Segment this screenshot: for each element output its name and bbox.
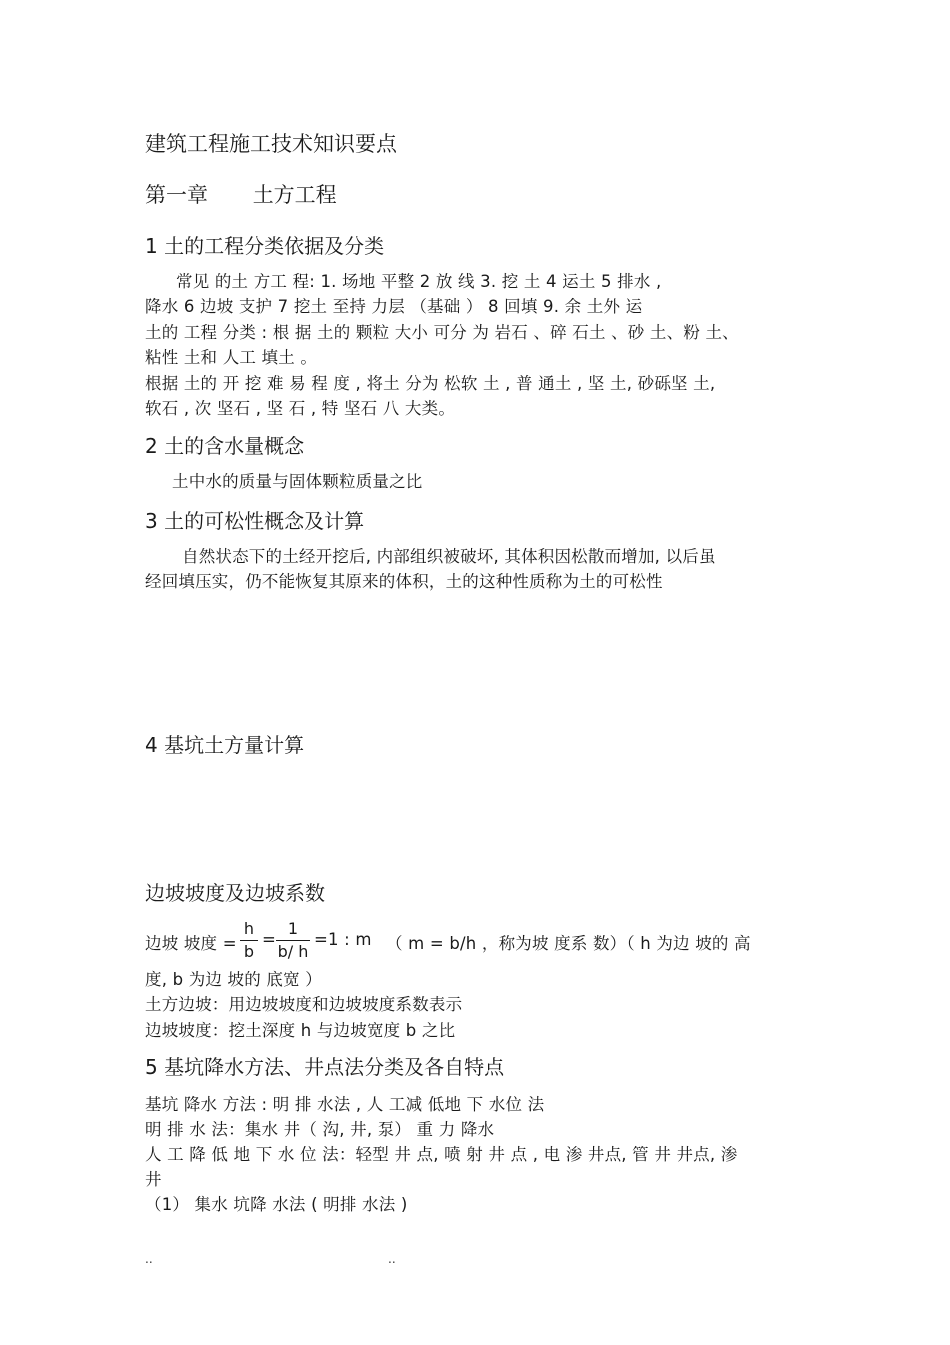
section-1-line-6: 软石 , 次 坚石 , 坚 石 , 特 坚石 八 大类。 [145,399,456,418]
doc-title: 建筑工程施工技术知识要点 [145,132,397,156]
fraction-numerator: h [243,919,255,938]
section-2-title: 2 土的含水量概念 [145,434,305,458]
slope-formula-result: =1 : m [314,930,372,949]
slope-line-3: 土方边坡：用边坡坡度和边坡坡度系数表示 [145,995,463,1014]
section-1-line-4: 粘性 土和 人工 填土 。 [145,348,318,367]
section-5-line-4: 井 [145,1170,162,1189]
section-5-line-3: 人 工 降 低 地 下 水 位 法：轻型 井 点, 喷 射 井 点 , 电 渗 井点, 管 井 井点, 渗 [145,1145,738,1164]
footer-dots-right: .. [388,1252,396,1266]
fraction-denominator: b/ h [277,942,309,961]
section-5-title: 5 基坑降水方法、井点法分类及各自特点 [145,1055,505,1079]
section-3-line-1: 自然状态下的土经开挖后, 内部组织被破坏, 其体积因松散而增加, 以后虽 [182,547,716,566]
section-1-line-1: 常见 的土 方工 程: 1. 场地 平整 2 放 线 3. 挖 土 4 运土 5 排水 , [176,272,662,291]
fraction-numerator: 1 [287,919,299,938]
section-1-title: 1 土的工程分类依据及分类 [145,234,385,258]
slope-formula-equals: = [262,930,277,949]
section-5-line-5: （1） 集水 坑降 水法 ( 明排 水法 ) [145,1195,408,1214]
fraction-1-over-b-h [276,918,310,963]
section-1-line-3: 土的 工程 分类 : 根 据 土的 颗粒 大小 可分 为 岩石 、碎 石土 、砂 土、粉 土、 [145,323,739,342]
footer-dots-left: .. [145,1252,153,1266]
section-3-line-2: 经回填压实，仍不能恢复其原来的体积，土的这种性质称为土的可松性 [145,572,663,591]
slope-formula-note: （ m = b/h ，称为坡 度系 数）（ h 为边 坡的 高 [386,934,751,953]
section-3-title: 3 土的可松性概念及计算 [145,509,365,533]
fraction-h-over-b [240,918,258,963]
slope-title: 边坡坡度及边坡系数 [145,881,325,905]
section-5-line-1: 基坑 降水 方法 : 明 排 水法 , 人 工减 低地 下 水位 法 [145,1095,545,1114]
section-1-line-2: 降水 6 边坡 支护 7 挖土 至持 力层 （基础 ） 8 回填 9. 余 土外 运 [145,297,643,316]
section-1-line-5: 根据 土的 开 挖 难 易 程 度 , 将土 分为 松软 土 , 普 通土 , 坚 土, 砂砾坚 土, [145,374,716,393]
chapter-name: 土方工程 [252,183,337,207]
slope-formula-label: 边坡 坡度 = [145,934,237,953]
slope-line-4: 边坡坡度：挖土深度 h 与边坡宽度 b 之比 [145,1021,456,1040]
chapter-heading [145,179,337,209]
chapter-label: 第一章 [145,183,208,207]
fraction-denominator: b [243,942,255,961]
section-4-title: 4 基坑土方量计算 [145,733,305,757]
slope-line-2: 度, b 为边 坡的 底宽 ） [145,970,322,989]
section-5-line-2: 明 排 水 法：集水 井（ 沟, 井, 泵） 重 力 降水 [145,1120,495,1139]
section-2-line-1: 土中水的质量与固体颗粒质量之比 [172,472,423,491]
